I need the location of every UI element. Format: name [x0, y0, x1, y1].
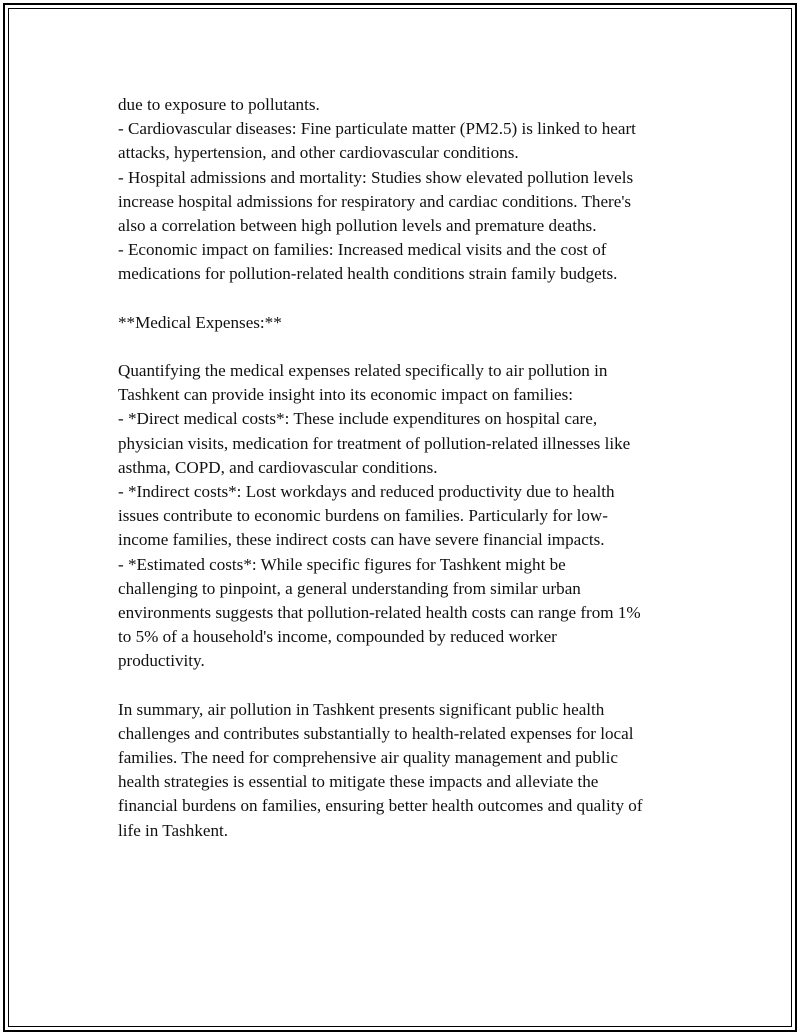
text-line: productivity. [118, 651, 205, 671]
paragraph-gap [118, 287, 688, 311]
text-line: financial burdens on families, ensuring better health outcomes and quality of [118, 796, 643, 816]
text-line: In summary, air pollution in Tashkent presents significant public health [118, 699, 605, 719]
text-line: families. The need for comprehensive air quality management and public [118, 748, 618, 768]
text-line: also a correlation between high pollution levels and premature deaths. [118, 215, 597, 235]
text-line: to 5% of a household's income, compounded by reduced worker [118, 627, 557, 647]
text-line: - *Direct medical costs*: These include expenditures on hospital care, [118, 409, 598, 429]
section-heading: **Medical Expenses:** [118, 312, 282, 332]
text-line: issues contribute to economic burdens on families. Particularly for low- [118, 506, 608, 526]
text-line: medications for pollution-related health conditions strain family budgets. [118, 264, 618, 284]
text-line: - Economic impact on families: Increased medical visits and the cost of [118, 240, 607, 260]
text-line: asthma, COPD, and cardiovascular conditions. [118, 457, 438, 477]
text-line: - *Estimated costs*: While specific figures for Tashkent might be [118, 554, 566, 574]
paragraph-gap [118, 674, 688, 698]
text-line: Tashkent can provide insight into its economic impact on families: [118, 385, 574, 405]
text-line: physician visits, medication for treatment of pollution-related illnesses like [118, 433, 631, 453]
expenses-paragraph [118, 359, 688, 673]
text-line: - *Indirect costs*: Lost workdays and reduced productivity due to health [118, 482, 615, 501]
text-line: challenges and contributes substantially to health-related expenses for local [118, 723, 634, 743]
text-line: - Cardiovascular diseases: Fine particulate matter (PM2.5) is linked to heart [118, 119, 636, 139]
text-line: income families, these indirect costs can have severe financial impacts. [118, 530, 605, 550]
text-line: due to exposure to pollutants. [118, 95, 320, 114]
text-line: attacks, hypertension, and other cardiovascular conditions. [118, 143, 519, 163]
text-line: Quantifying the medical expenses related specifically to air pollution in [118, 361, 608, 381]
text-line: - Hospital admissions and mortality: Studies show elevated pollution levels [118, 167, 634, 187]
text-line: life in Tashkent. [118, 820, 229, 840]
document-body [118, 93, 688, 843]
text-line: challenging to pinpoint, a general understanding from similar urban [118, 578, 581, 598]
summary-paragraph [118, 698, 688, 843]
text-line: environments suggests that pollution-related health costs can range from 1% [118, 602, 641, 622]
text-line: increase hospital admissions for respiratory and cardiac conditions. There's [118, 191, 632, 211]
paragraph-gap [118, 335, 688, 359]
intro-paragraph [118, 93, 688, 287]
text-line: health strategies is essential to mitigate these impacts and alleviate the [118, 772, 599, 792]
